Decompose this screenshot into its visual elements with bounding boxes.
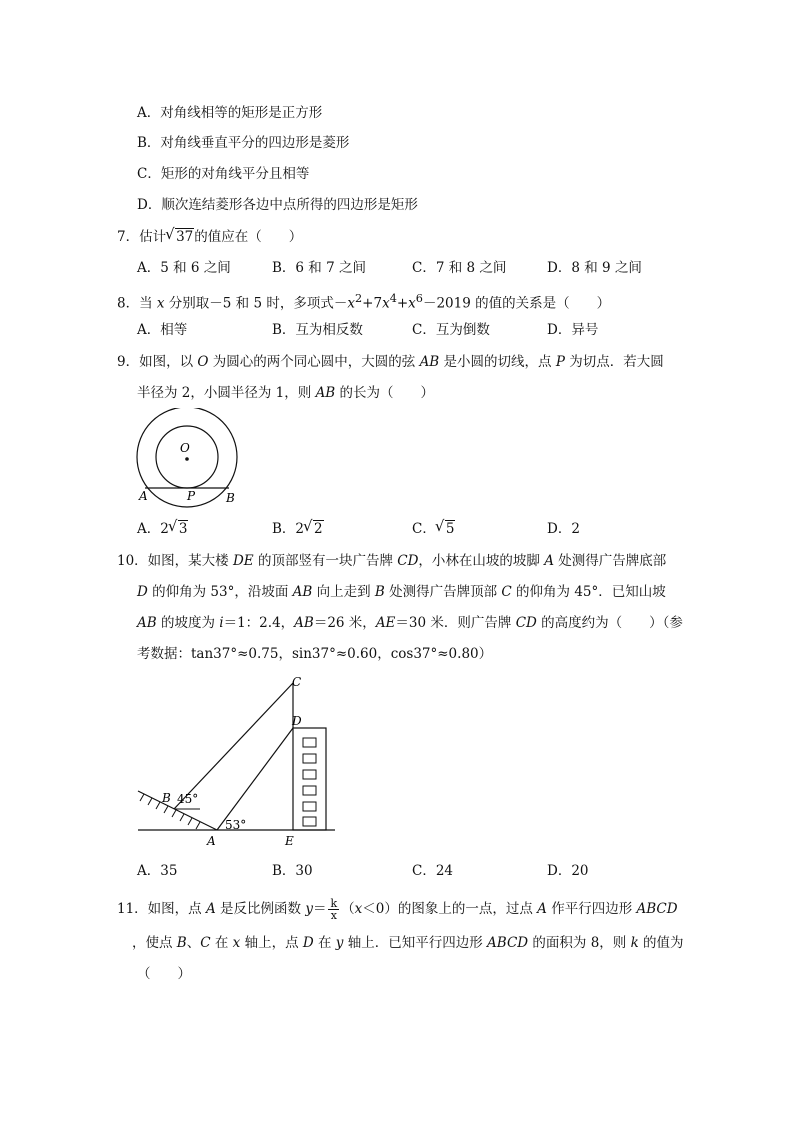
label-a: A <box>207 834 216 848</box>
concentric-circles-figure <box>130 408 250 510</box>
center-point <box>185 457 189 461</box>
small-circle <box>156 426 218 488</box>
angle-53-label: 53° <box>225 818 247 832</box>
fraction-k-over-x: $\frac{k}{x}$ <box>330 897 338 922</box>
angle-45-label: 45° <box>177 792 199 806</box>
q11-stem-line1: 11．如图，点 A 是反比例函数 y＝ $\frac{k}{x}$ （x＜0）的图象上的一点，过点 A 作平行四边形 ABCD <box>117 897 678 922</box>
q8-option-b: B．互为相反数 <box>272 322 363 338</box>
sight-line-a-to-d <box>217 728 293 830</box>
label-a: A <box>139 489 148 503</box>
q7-option-c: C．7 和 8 之间 <box>412 260 507 276</box>
q10-stem-line3: AB 的坡度为 i＝1：2.4，AB＝26 米，AE＝30 米．则广告牌 CD 的高度约为（ ）（参 <box>137 615 683 631</box>
q10-option-a: A．35 <box>137 863 178 879</box>
q9-option-c: C．√ 5 <box>412 519 455 539</box>
q9-option-b: B．2√ 2 <box>272 519 324 539</box>
q8-option-a: A．相等 <box>137 322 188 338</box>
building-windows <box>303 738 316 826</box>
q9-stem-line2: 半径为 2，小圆半径为 1，则 AB 的长为（ ） <box>137 385 435 401</box>
label-c: C <box>292 675 302 689</box>
q6-option-c: C．矩形的对角线平分且相等 <box>137 166 310 182</box>
q11-answer-blank: （ ） <box>137 966 191 982</box>
sqrt-symbol: √ 37 <box>166 227 194 247</box>
label-b: B <box>226 491 235 505</box>
q8-option-d: D．异号 <box>547 322 599 338</box>
q7-option-d: D．8 和 9 之间 <box>547 260 642 276</box>
q10-option-d: D．20 <box>547 863 589 879</box>
q9-option-d: D．2 <box>547 521 580 537</box>
q7-stem: 7．估计√ 37的值应在（ ） <box>117 227 302 247</box>
label-d: D <box>292 714 302 728</box>
q6-option-d: D．顺次连结菱形各边中点所得的四边形是矩形 <box>137 197 418 213</box>
label-p: P <box>187 489 196 503</box>
q11-stem-line2: ，使点 B、C 在 x 轴上，点 D 在 y 轴上．已知平行四边形 ABCD 的面积为 8，则 k 的值为 <box>132 935 684 951</box>
q10-option-b: B．30 <box>272 863 313 879</box>
label-o: O <box>180 441 190 455</box>
sight-line-b-to-c <box>174 683 293 809</box>
billboard-slope-figure <box>130 670 345 855</box>
q8-stem: 8．当 x 分别取－5 和 5 时，多项式$-x^2+7x^4+x^6-2019$ 的值的关系是（ ） <box>117 292 611 312</box>
q10-option-c: C．24 <box>412 863 454 879</box>
q10-stem-line1: 10．如图，某大楼 DE 的顶部竖有一块广告牌 CD，小林在山坡的坡脚 A 处测得广告牌底部 <box>117 553 667 569</box>
label-b: B <box>162 791 171 805</box>
q10-stem-line4: 考数据：tan37°≈0.75，sin37°≈0.60，cos37°≈0.80） <box>137 646 493 662</box>
q8-option-c: C．互为倒数 <box>412 322 490 338</box>
q7-option-b: B．6 和 7 之间 <box>272 260 366 276</box>
q6-option-a: A．对角线相等的矩形是正方形 <box>137 105 323 121</box>
q9-option-a: A．2√ 3 <box>137 519 188 539</box>
label-e: E <box>285 834 294 848</box>
q9-stem-line1: 9．如图，以 O 为圆心的两个同心圆中，大圆的弦 AB 是小圆的切线，点 P 为切点．若大圆 <box>117 354 664 370</box>
q10-stem-line2: D 的仰角为 53°，沿坡面 AB 向上走到 B 处测得广告牌顶部 C 的仰角为 45°．已知山坡 <box>137 584 666 600</box>
q6-option-b: B．对角线垂直平分的四边形是菱形 <box>137 135 350 151</box>
q7-option-a: A．5 和 6 之间 <box>137 260 231 276</box>
